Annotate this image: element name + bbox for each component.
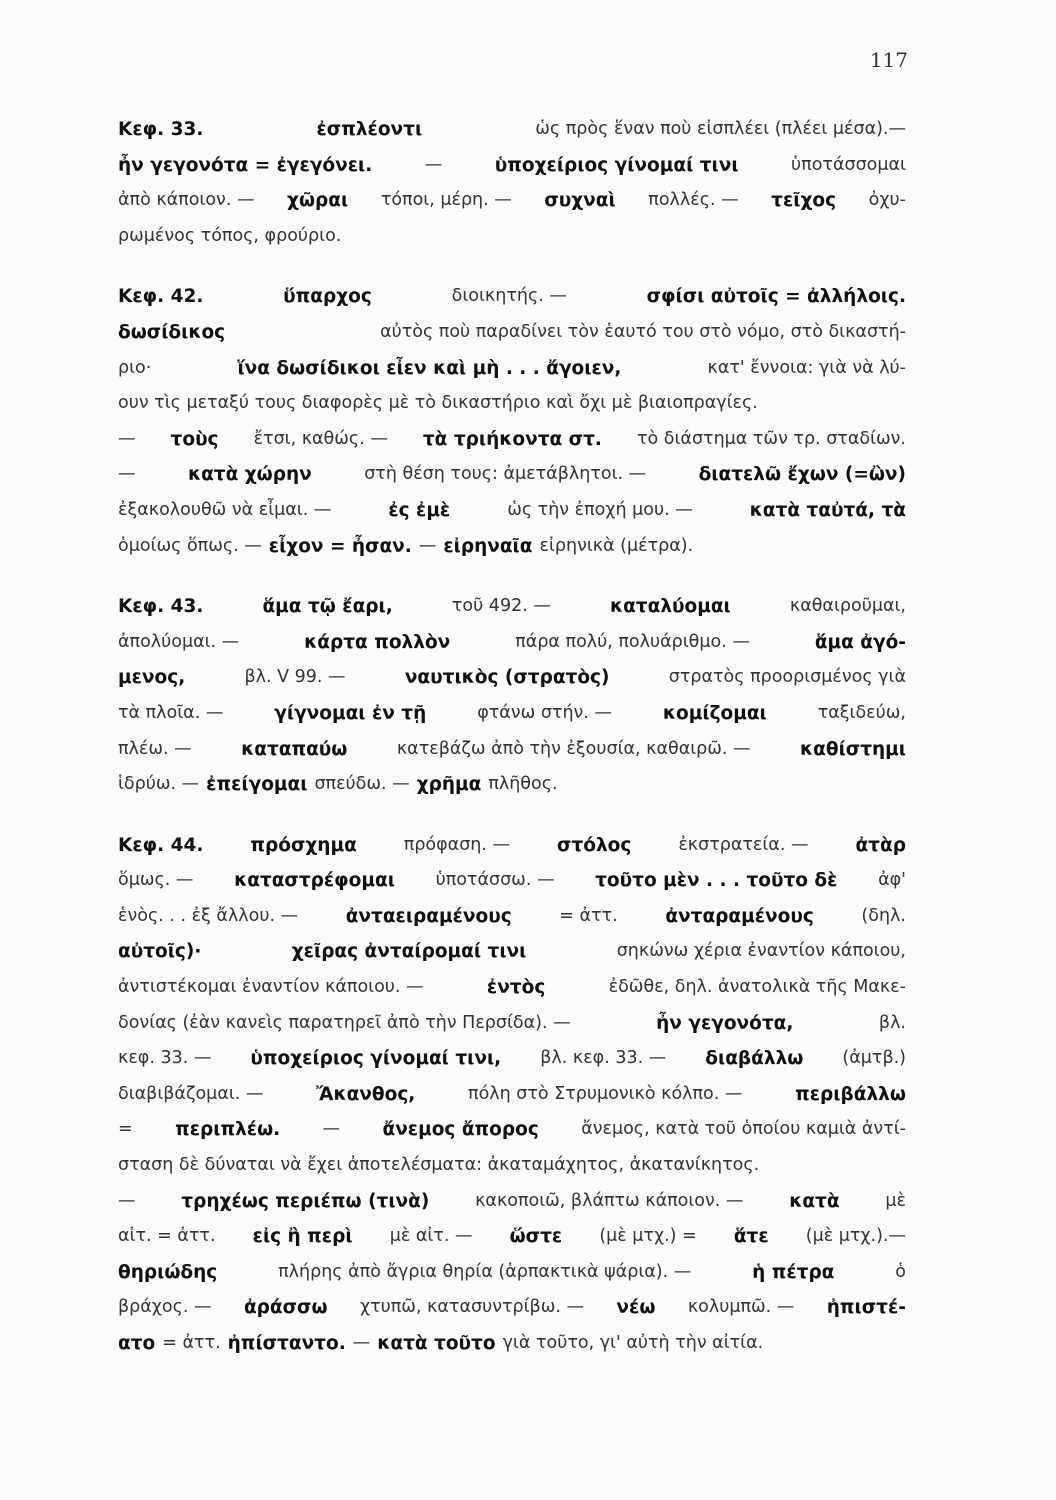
gloss: χτυπῶ, κατασυντρίβω. — bbox=[359, 1297, 584, 1318]
gloss: κακοποιῶ, βλάπτω κάποιον. — bbox=[475, 1190, 744, 1211]
headword: ἦν γεγονότα, bbox=[656, 1012, 794, 1034]
gloss: ὅμως. — bbox=[118, 870, 194, 891]
headword: Κεφ. 33. bbox=[118, 119, 204, 140]
gloss: βλ. κεφ. 33. — bbox=[540, 1048, 667, 1069]
headword: ὑποχείριος γίνομαί τινι bbox=[494, 154, 739, 176]
text-line bbox=[118, 899, 906, 935]
headword: τοῦτο μὲν . . . τοῦτο δὲ bbox=[595, 870, 838, 892]
text-line bbox=[118, 1112, 906, 1148]
gloss: πλέω. — bbox=[118, 738, 192, 759]
gloss: ἀπολύομαι. — bbox=[118, 631, 240, 652]
text-line bbox=[118, 1326, 906, 1362]
paragraph bbox=[118, 279, 906, 564]
headword: περιπλέω. bbox=[175, 1119, 281, 1141]
gloss: τόποι, μέρη. — bbox=[380, 190, 512, 211]
headword: ἅμα τῷ ἔαρι, bbox=[262, 596, 393, 618]
gloss: διοικητής. — bbox=[451, 286, 567, 307]
text-line bbox=[118, 315, 906, 351]
gloss: κολυμπῶ. — bbox=[687, 1297, 795, 1318]
gloss: ἑνὸς. . . ἐξ ἄλλου. — bbox=[118, 905, 299, 926]
gloss: — bbox=[118, 1190, 136, 1211]
text-line bbox=[118, 970, 906, 1006]
paragraph-gap bbox=[118, 803, 906, 828]
gloss: πρόφαση. — bbox=[403, 834, 511, 855]
headword: κάρτα πολλὸν bbox=[304, 631, 451, 653]
headword: αὐτοῖς)· bbox=[118, 941, 202, 963]
text-line bbox=[118, 1290, 906, 1326]
gloss: σταση δὲ δύναται νὰ ἔχει ἀποτελέσματα: ἀκαταμάχητος, ἀκατανίκητος. bbox=[118, 1155, 760, 1176]
gloss: κεφ. 33. — bbox=[118, 1048, 212, 1069]
gloss: — bbox=[418, 535, 437, 556]
paragraph bbox=[118, 828, 906, 1362]
headword: διατελῶ ἔχων (=ὢν) bbox=[698, 464, 906, 486]
text-line bbox=[118, 351, 906, 387]
gloss: πάρα πολύ, πολυάριθμο. — bbox=[515, 631, 750, 652]
gloss: — bbox=[424, 154, 443, 175]
headword: καταστρέφομαι bbox=[234, 870, 395, 892]
text-line bbox=[118, 422, 906, 458]
headword: ναυτικὸς (στρατὸς) bbox=[404, 667, 610, 689]
gloss: πόλη στὸ Στρυμονικὸ κόλπο. — bbox=[468, 1083, 743, 1104]
text-line bbox=[118, 1077, 906, 1113]
gloss: = ἀττ. bbox=[559, 905, 618, 926]
text-line bbox=[118, 732, 906, 768]
gloss: ὀχυ- bbox=[868, 190, 906, 211]
headword: ἦν γεγονότα = ἐγεγόνει. bbox=[118, 154, 373, 176]
text-line bbox=[118, 696, 906, 732]
gloss: σηκώνω χέρια ἐναντίον κάποιου, bbox=[616, 941, 906, 962]
headword: τεῖχος bbox=[771, 190, 837, 212]
headword: κατὰ bbox=[789, 1190, 840, 1212]
gloss: εἰρηνικὰ (μέτρα). bbox=[539, 535, 694, 556]
text-line bbox=[118, 219, 906, 255]
text-line bbox=[118, 828, 906, 864]
headword: ὥστε bbox=[509, 1226, 563, 1248]
gloss: ριο· bbox=[118, 357, 152, 378]
headword: εἰς ἢ περὶ bbox=[252, 1226, 353, 1248]
headword: χεῖρας ἀνταίρομαί τινι bbox=[291, 941, 527, 963]
gloss: αἰτ. = ἀττ. bbox=[118, 1226, 216, 1247]
gloss: ἀντιστέκομαι ἐναντίον κάποιου. — bbox=[118, 977, 424, 998]
gloss: — bbox=[322, 1119, 341, 1140]
gloss: ἱδρύω. — bbox=[118, 774, 200, 795]
gloss: — bbox=[118, 464, 136, 485]
gloss: ὑποτάσσομαι bbox=[791, 154, 906, 175]
headword: καταλύομαι bbox=[609, 596, 731, 618]
text-line bbox=[118, 112, 906, 148]
headword: ατο bbox=[118, 1333, 156, 1354]
gloss: ἔτσι, καθώς. — bbox=[253, 428, 388, 449]
gloss: γιὰ τοῦτο, γι' αὐτὴ τὴν αἰτία. bbox=[502, 1333, 764, 1353]
gloss: μὲ αἰτ. — bbox=[389, 1226, 473, 1247]
headword: ἐπείγομαι bbox=[206, 774, 308, 796]
text-line bbox=[118, 1041, 906, 1077]
gloss: φτάνω στήν. — bbox=[477, 702, 612, 723]
gloss: (δηλ. bbox=[861, 905, 906, 926]
headword: ἅτε bbox=[733, 1226, 769, 1248]
gloss: ταξιδεύω, bbox=[817, 702, 906, 723]
headword: ἐντὸς bbox=[486, 977, 546, 999]
gloss: ἄνεμος, κατὰ τοῦ ὁποίου καμιὰ ἀντί- bbox=[581, 1119, 906, 1140]
gloss: ἀπὸ κάποιον. — bbox=[118, 190, 255, 211]
headword: περιβάλλω bbox=[795, 1083, 906, 1105]
headword: εἶχον = ἦσαν. bbox=[268, 535, 412, 557]
headword: διαβάλλω bbox=[705, 1048, 804, 1070]
gloss: — bbox=[352, 1333, 371, 1353]
gloss: διαβιβάζομαι. — bbox=[118, 1083, 264, 1104]
text-line bbox=[118, 1219, 906, 1255]
text-line bbox=[118, 529, 906, 565]
headword: Κεφ. 43. bbox=[118, 596, 204, 618]
headword: Κεφ. 44. bbox=[118, 834, 204, 856]
text-line bbox=[118, 183, 906, 219]
gloss: ὁμοίως ὅπως. — bbox=[118, 535, 262, 556]
gloss: τοῦ 492. — bbox=[451, 596, 551, 617]
headword: Κεφ. 42. bbox=[118, 286, 204, 308]
headword: τρηχέως περιέπω (τινὰ) bbox=[181, 1190, 430, 1212]
headword: ἐς ἐμὲ bbox=[388, 499, 451, 521]
headword: ἀράσσω bbox=[243, 1297, 328, 1319]
gloss: ὑποτάσσω. — bbox=[435, 870, 555, 891]
headword: τὰ τριήκοντα στ. bbox=[422, 428, 602, 450]
text-line bbox=[118, 493, 906, 529]
gloss: πλήρης ἀπὸ ἄγρια θηρία (ἁρπακτικὰ ψάρια). — bbox=[278, 1261, 692, 1282]
headword: χρῆμα bbox=[416, 774, 482, 796]
text-line bbox=[118, 660, 906, 696]
text-line bbox=[118, 457, 906, 493]
headword: θηριώδης bbox=[118, 1261, 218, 1283]
headword: ἀνταειραμένους bbox=[345, 905, 512, 927]
text-line bbox=[118, 386, 906, 422]
headword: ἵνα δωσίδικοι εἶεν καὶ μὴ . . . ἄγοιεν, bbox=[237, 357, 622, 379]
gloss: στὴ θέση τους: ἀμετάβλητοι. — bbox=[364, 464, 647, 485]
gloss: ουν τὶς μεταξύ τους διαφορὲς μὲ τὸ δικαστήριο καὶ ὄχι μὲ βιαιοπραγίες. bbox=[118, 393, 758, 414]
gloss: ὡς τὴν ἐποχή μου. — bbox=[507, 499, 693, 520]
headword: κατὰ τοῦτο bbox=[377, 1333, 496, 1354]
paragraph bbox=[118, 589, 906, 803]
text-line bbox=[118, 1148, 906, 1184]
gloss: (μὲ μτχ.) = bbox=[599, 1226, 697, 1247]
text-line bbox=[118, 148, 906, 184]
gloss: = ἀττ. bbox=[162, 1333, 221, 1353]
text-line bbox=[118, 1255, 906, 1291]
gloss: = bbox=[118, 1119, 133, 1140]
gloss: τὰ πλοῖα. — bbox=[118, 702, 224, 723]
glossary-text bbox=[118, 112, 906, 1362]
headword: ἠπιστέ- bbox=[826, 1297, 906, 1319]
headword: ὕπαρχος bbox=[283, 286, 372, 308]
gloss: κατεβάζω ἀπὸ τὴν ἐξουσία, καθαιρῶ. — bbox=[396, 738, 751, 759]
headword: ἠπίσταντο. bbox=[227, 1333, 346, 1354]
gloss: βράχος. — bbox=[118, 1297, 212, 1318]
text-line bbox=[118, 767, 906, 803]
gloss: (μὲ μτχ.).— bbox=[805, 1226, 906, 1247]
headword: συχναὶ bbox=[544, 190, 616, 212]
text-line bbox=[118, 589, 906, 625]
gloss: — bbox=[118, 428, 136, 449]
headword: μενος, bbox=[118, 667, 186, 689]
headword: Ἄκανθος, bbox=[316, 1083, 416, 1105]
headword: νέω bbox=[616, 1297, 656, 1319]
text-line bbox=[118, 625, 906, 661]
gloss: ὡς πρὸς ἕναν ποὺ εἰσπλέει (πλέει μέσα).— bbox=[535, 119, 906, 139]
headword: κατὰ ταὐτά, τὰ bbox=[749, 499, 906, 521]
text-line bbox=[118, 1184, 906, 1220]
gloss: τὸ διάστημα τῶν τρ. σταδίων. bbox=[636, 428, 906, 449]
gloss: δονίας (ἐὰν κανεὶς παρατηρεῖ ἀπὸ τὴν Περσίδα). — bbox=[118, 1012, 571, 1033]
headword: στόλος bbox=[557, 834, 632, 856]
headword: πρόσχημα bbox=[250, 834, 357, 856]
headword: τοὺς bbox=[170, 428, 219, 450]
gloss: βλ. bbox=[878, 1012, 906, 1033]
headword: κομίζομαι bbox=[662, 702, 767, 724]
headword: δωσίδικος bbox=[118, 321, 226, 343]
gloss: κατ' ἔννοια: γιὰ νὰ λύ- bbox=[707, 357, 906, 378]
paragraph bbox=[118, 112, 906, 254]
headword: ἡ πέτρα bbox=[752, 1261, 835, 1283]
headword: εἰρηναῖα bbox=[443, 535, 533, 557]
gloss: ὁ bbox=[895, 1261, 906, 1282]
text-line bbox=[118, 934, 906, 970]
gloss: αὐτὸς ποὺ παραδίνει τὸν ἑαυτό του στὸ νόμο, στὸ δικαστή- bbox=[380, 321, 906, 342]
headword: ὑποχείριος γίνομαί τινι, bbox=[250, 1048, 502, 1070]
headword: καταπαύω bbox=[241, 738, 348, 760]
gloss: πολλές. — bbox=[648, 190, 739, 211]
gloss: (ἀμτβ.) bbox=[842, 1048, 906, 1069]
headword: ἐσπλέοντι bbox=[316, 119, 423, 140]
gloss: καθαιροῦμαι, bbox=[789, 596, 906, 617]
gloss: ἐκστρατεία. — bbox=[678, 834, 809, 855]
headword: ἀτὰρ bbox=[855, 834, 906, 856]
gloss: ρωμένος τόπος, φρούριο. bbox=[118, 225, 342, 246]
headword: κατὰ χώρην bbox=[187, 464, 312, 486]
text-line bbox=[118, 279, 906, 315]
text-line bbox=[118, 1006, 906, 1042]
gloss: πλῆθος. bbox=[488, 774, 558, 795]
gloss: βλ. V 99. — bbox=[244, 667, 346, 688]
gloss: ἀφ' bbox=[878, 870, 906, 891]
headword: καθίστημι bbox=[800, 738, 906, 760]
paragraph-gap bbox=[118, 564, 906, 589]
paragraph-gap bbox=[118, 254, 906, 279]
page-number: 117 bbox=[869, 48, 908, 72]
gloss: στρατὸς προορισμένος γιὰ bbox=[668, 667, 906, 688]
headword: ἀνταραμένους bbox=[665, 905, 814, 927]
text-line bbox=[118, 863, 906, 899]
headword: σφίσι αὐτοῖς = ἀλλήλοις. bbox=[646, 286, 906, 308]
headword: χῶραι bbox=[287, 190, 349, 212]
headword: ἅμα ἀγό- bbox=[814, 631, 906, 653]
headword: γίγνομαι ἐν τῇ bbox=[274, 702, 427, 724]
gloss: σπεύδω. — bbox=[314, 774, 410, 795]
gloss: μὲ bbox=[885, 1190, 906, 1211]
headword: ἄνεμος ἄπορος bbox=[382, 1119, 539, 1141]
gloss: ἐξακολουθῶ νὰ εἶμαι. — bbox=[118, 499, 332, 520]
gloss: ἐδῶθε, δηλ. ἀνατολικὰ τῆς Μακε- bbox=[608, 977, 906, 998]
